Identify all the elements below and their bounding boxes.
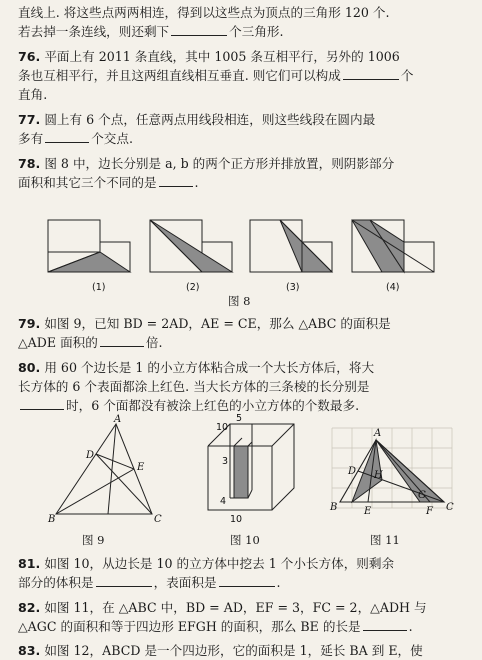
fig10-caption: 图 10 xyxy=(230,533,260,547)
answer-blank[interactable] xyxy=(343,67,399,80)
answer-blank[interactable] xyxy=(219,574,275,587)
fig11-label-B: B xyxy=(330,502,338,513)
line-2: 若去掉一条连线，则还剩下 个三角形. xyxy=(18,24,284,39)
problem-78-line-1: 78. 图 8 中，边长分别是 a, b 的两个正方形并排放置，则阴影部分 xyxy=(18,156,395,171)
problem-82-line-2: △AGC 的面积和等于四边形 EFGH 的面积，那么 BE 的长是 . xyxy=(18,619,413,634)
answer-blank[interactable] xyxy=(363,618,407,631)
answer-blank[interactable] xyxy=(171,23,227,36)
fig11-label-G: G xyxy=(418,490,426,501)
figure-8 xyxy=(0,210,482,330)
fig10-dim-bottom: 10 xyxy=(230,514,243,525)
problem-76-line-3: 直角. xyxy=(18,87,48,102)
fig9-label-B: B xyxy=(48,514,56,525)
fig8-panel-3 xyxy=(250,220,332,272)
problem-79-line-2: △ADE 面积的 倍. xyxy=(18,335,163,350)
fig11-label-H: H xyxy=(374,470,383,481)
fig8-label-4: (4) xyxy=(386,282,400,293)
fig11-label-C: C xyxy=(446,502,454,513)
fig11-label-A: A xyxy=(374,428,382,439)
fig10-dim-3: 3 xyxy=(222,456,229,467)
answer-blank[interactable] xyxy=(100,334,144,347)
answer-blank[interactable] xyxy=(159,174,193,187)
fig9-label-A: A xyxy=(114,414,122,425)
answer-blank[interactable] xyxy=(96,574,152,587)
problem-80-line-3: 时，6 个面都没有被涂上红色的小立方体的个数最多. xyxy=(18,397,468,414)
problem-76-line-1: 76. 平面上有 2011 条直线，其中 1005 条互相平行，另外的 1006 xyxy=(18,49,400,64)
problem-80-line-2: 长方体的 6 个表面都涂上红色. 当大长方体的三条棱的长分别是 xyxy=(18,379,370,394)
fig9-label-C: C xyxy=(154,514,162,525)
fig9-label-D: D xyxy=(86,450,95,461)
answer-blank[interactable] xyxy=(20,397,64,410)
fig11-caption: 图 11 xyxy=(370,533,400,547)
fig9-caption: 图 9 xyxy=(82,533,105,547)
fig10-dim-top: 10 xyxy=(216,422,229,433)
fig8-panel-2 xyxy=(150,220,232,272)
fig9-label-E: E xyxy=(137,462,145,473)
fig8-label-1: (1) xyxy=(92,282,106,293)
problem-80-line-1: 80. 用 60 个边长是 1 的小立方体粘合成一个大长方体后，将大 xyxy=(18,360,375,375)
figure-10 xyxy=(196,412,306,532)
fig8-caption: 图 8 xyxy=(228,294,251,308)
fig8-panel-4 xyxy=(352,220,434,272)
problem-78-line-2: 面积和其它三个不同的是 . xyxy=(18,175,199,190)
fig11-label-F: F xyxy=(426,506,433,517)
fig11-label-E: E xyxy=(364,506,372,517)
problem-79-line-1: 79. 如图 9，已知 BD = 2AD，AE = CE，那么 △ABC 的面积是 xyxy=(18,316,391,331)
fig11-label-D: D xyxy=(348,466,357,477)
fig8-panel-1 xyxy=(48,220,130,272)
problem-81-line-1: 81. 如图 10，从边长是 10 的立方体中挖去 1 个小长方体，则剩余 xyxy=(18,556,395,571)
fig10-dim-5: 5 xyxy=(236,413,243,424)
problem-83-line-1: 83. 如图 12，ABCD 是一个四边形，它的面积是 1，延长 BA 到 E，使 xyxy=(18,643,423,658)
fig10-dim-4: 4 xyxy=(220,496,227,507)
fig8-label-2: (2) xyxy=(186,282,200,293)
problem-81-line-2: 部分的体积是 ，表面积是 . xyxy=(18,575,281,590)
answer-blank[interactable] xyxy=(45,130,89,143)
line-1: 直线上. 将这些点两两相连，得到以这些点为顶点的三角形 120 个. xyxy=(18,5,390,20)
problem-82-line-1: 82. 如图 11，在 △ABC 中，BD = AD，EF = 3，FC = 2，△ADH 与 xyxy=(18,600,427,615)
problem-76-line-2: 条也互相平行，并且这两组直线相互垂直. 则它们可以构成 个 xyxy=(18,68,414,83)
problem-77-line-1: 77. 圆上有 6 个点，任意两点用线段相连，则这些线段在圆内最 xyxy=(18,112,376,127)
figure-11 xyxy=(322,418,462,528)
figure-9 xyxy=(48,414,168,528)
problem-77-line-2: 多有 个交点. xyxy=(18,131,133,146)
fig8-label-3: (3) xyxy=(286,282,300,293)
